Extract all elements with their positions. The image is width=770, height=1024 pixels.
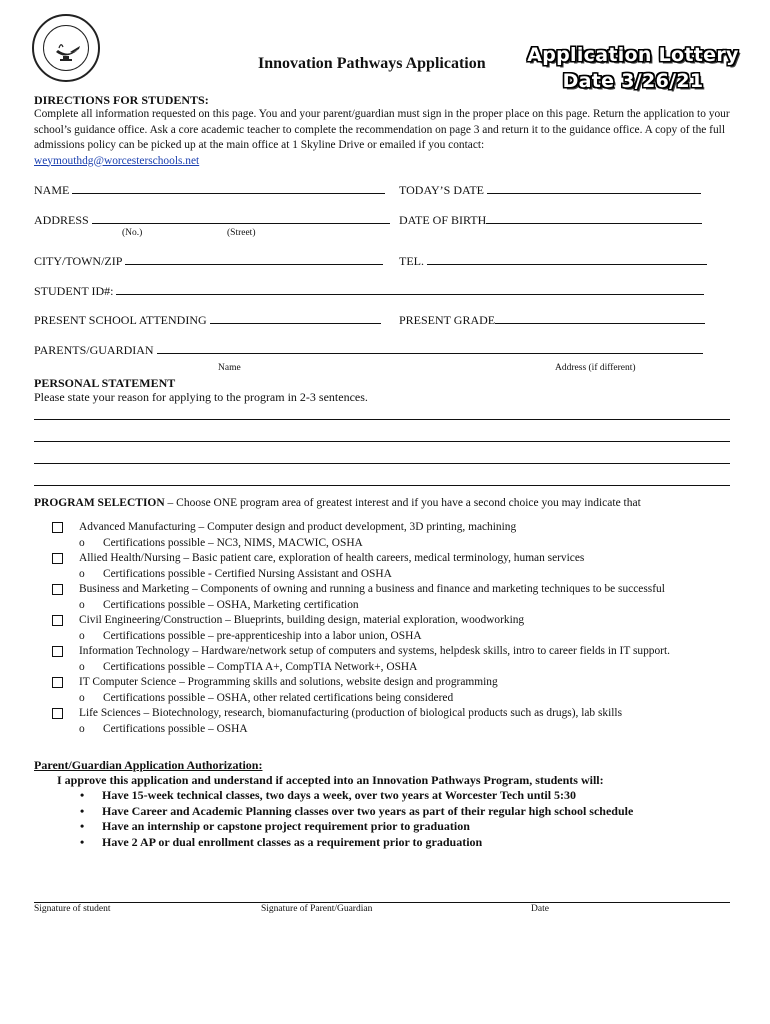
present-grade-field[interactable]: PRESENT GRADE: [399, 311, 705, 328]
statement-line[interactable]: [34, 419, 730, 420]
address-street-label: (Street): [227, 228, 256, 238]
personal-statement-heading: PERSONAL STATEMENT: [34, 376, 176, 390]
checkbox[interactable]: [52, 708, 63, 719]
authorization-heading: Parent/Guardian Application Authorization:: [34, 758, 263, 772]
list-item: • Have Career and Academic Planning classes over two years as part of their regular high school schedule: [80, 803, 634, 818]
address-no-label: (No.): [122, 228, 143, 238]
date-of-birth-field[interactable]: DATE OF BIRTH: [399, 211, 702, 228]
name-field[interactable]: NAME: [34, 181, 385, 198]
program-option-life-sciences[interactable]: Life Sciences – Biotechnology, research, biomanufacturing (production of biological products such as drugs), lab skills o Certifications possible – OSHA: [52, 706, 752, 737]
program-option-information-technology[interactable]: Information Technology – Hardware/network setup of computers and systems, helpdesk skills, intro to career fields in IT support. o Certifications possible – CompTIA A+, CompTIA Network+, OSHA: [52, 644, 752, 675]
lottery-date: Date 3/26/21: [562, 70, 704, 92]
directions-body: Complete all information requested on this page. You and your parent/guardian must sign in the proper place on this page. Return the application to your school’s guidance office. Ask a core academic teacher to complete the recommendation on page 3 and return it to the guidance office. A copy of the full admissions policy can be picked up at the main office at 1 Skyline Drive or emailed if you contact:: [34, 108, 730, 151]
contact-email-link[interactable]: weymouthdg@worcesterschools.net: [34, 154, 200, 167]
list-item: • Have 2 AP or dual enrollment classes as a requirement prior to graduation: [80, 834, 483, 849]
program-option-business-marketing[interactable]: Business and Marketing – Components of owning and running a business and finance and marketing techniques to be successful o Certifications possible – OSHA, Marketing certification: [52, 582, 752, 613]
student-id-field[interactable]: STUDENT ID#:: [34, 282, 704, 299]
statement-line[interactable]: [34, 441, 730, 442]
checkbox[interactable]: [52, 646, 63, 657]
lottery-heading: Application Lottery: [527, 44, 739, 66]
parents-name-label: Name: [218, 363, 241, 373]
present-school-field[interactable]: PRESENT SCHOOL ATTENDING: [34, 311, 381, 328]
date-signature-label: Date: [531, 904, 549, 914]
checkbox[interactable]: [52, 677, 63, 688]
program-option-civil-engineering[interactable]: Civil Engineering/Construction – Blueprints, building design, material exploration, woodworking o Certifications possible – pre-apprenticeship into a labor union, OSHA: [52, 613, 752, 644]
program-option-allied-health[interactable]: Allied Health/Nursing – Basic patient care, exploration of health careers, medical terminology, human services o Certifications possible - Certified Nursing Assistant and OSHA: [52, 551, 752, 582]
list-item: • Have 15-week technical classes, two days a week, over two years at Worcester Tech until 5:30: [80, 788, 577, 802]
city-field[interactable]: CITY/TOWN/ZIP: [34, 252, 383, 269]
program-selection-heading: PROGRAM SELECTION – Choose ONE program area of greatest interest and if you have a second choice you may indicate that: [34, 497, 641, 509]
address-field[interactable]: ADDRESS: [34, 211, 390, 228]
todays-date-field[interactable]: TODAY’S DATE: [399, 181, 701, 198]
checkbox[interactable]: [52, 522, 63, 533]
student-signature-label: Signature of student: [34, 904, 111, 914]
directions-heading: DIRECTIONS FOR STUDENTS:: [34, 93, 209, 107]
directions-text: [34, 107, 734, 169]
parents-address-label: Address (if different): [555, 363, 636, 373]
checkbox[interactable]: [52, 584, 63, 595]
statement-line[interactable]: [34, 485, 730, 486]
checkbox[interactable]: [52, 615, 63, 626]
program-list: [52, 520, 752, 737]
checkbox[interactable]: [52, 553, 63, 564]
parents-guardian-field[interactable]: PARENTS/GUARDIAN: [34, 341, 703, 358]
lottery-date-banner: [518, 42, 748, 94]
list-item: • Have an internship or capstone project requirement prior to graduation: [80, 819, 470, 833]
tel-field[interactable]: TEL.: [399, 252, 707, 269]
school-seal-logo: [32, 14, 100, 82]
page-title: Innovation Pathways Application: [258, 55, 486, 72]
personal-statement-prompt: Please state your reason for applying to the program in 2-3 sentences.: [34, 390, 368, 404]
program-option-advanced-manufacturing[interactable]: Advanced Manufacturing – Computer design and product development, 3D printing, machining o Certifications possible – NC3, NIMS, MACWIC, OSHA: [52, 520, 752, 551]
lamp-icon: [34, 16, 98, 80]
signature-line[interactable]: [34, 902, 730, 903]
program-option-it-computer-science[interactable]: IT Computer Science – Programming skills and solutions, website design and programming o Certifications possible – OSHA, other related certifications being considered: [52, 675, 752, 706]
statement-line[interactable]: [34, 463, 730, 464]
parent-signature-label: Signature of Parent/Guardian: [261, 904, 373, 914]
authorization-intro: I approve this application and understand if accepted into an Innovation Pathways Program, students will:: [57, 773, 604, 787]
authorization-bullets: [80, 788, 633, 850]
